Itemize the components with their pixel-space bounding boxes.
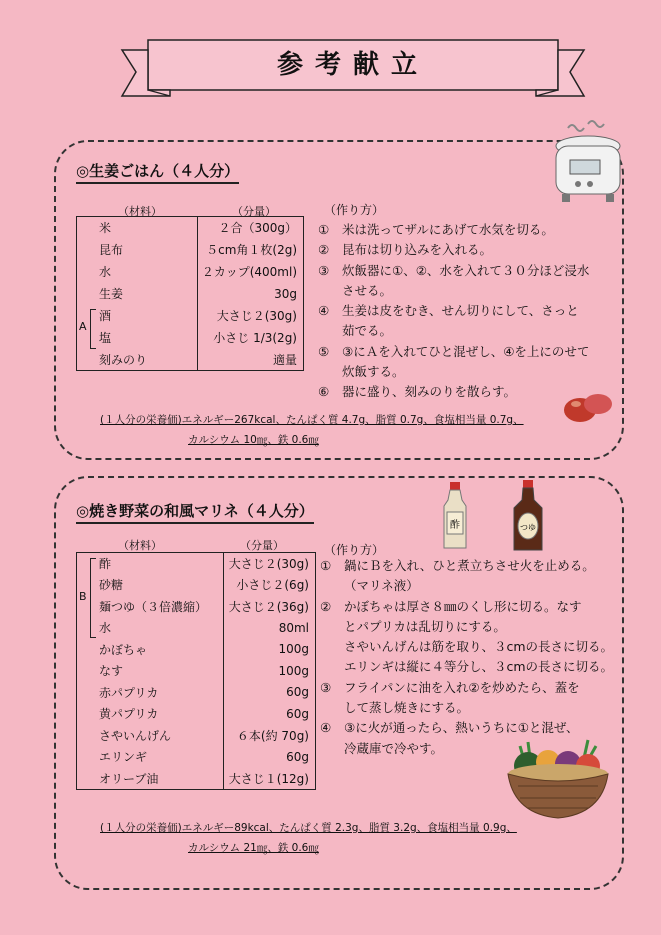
ingredient-name: 酒	[99, 309, 112, 323]
step-number: ①	[318, 222, 330, 237]
ingredient-quantity: 60g	[224, 703, 316, 725]
tsuyu-label: つゆ	[520, 523, 536, 532]
ingredient-row	[77, 682, 316, 704]
step-item	[318, 342, 618, 383]
recipe2-ingredients-label: （材料）	[118, 539, 162, 552]
ingredient-row	[77, 283, 304, 305]
ingredient-name: 生姜	[99, 287, 124, 301]
recipe1-ingredients-label: （材料）	[118, 205, 162, 218]
ingredient-name: 砂糖	[99, 578, 124, 593]
ingredient-row	[77, 305, 304, 327]
ingredient-name: 麺つゆ（３倍濃縮）	[99, 599, 208, 614]
step-text: 昆布は切り込みを入れる。	[342, 242, 493, 258]
step-number: ②	[320, 598, 332, 614]
step-item	[318, 261, 618, 302]
step-number: ①	[320, 558, 332, 573]
step-text: フライパンに油を入れ②を炒めたら、蓋を して蒸し焼きにする。	[344, 679, 580, 716]
recipe1-nutrition-line2	[188, 432, 319, 447]
step-item	[318, 301, 618, 342]
rice-cooker-icon	[548, 118, 630, 210]
ingredient-quantity: 大さじ２(30g)	[224, 553, 316, 575]
recipe1-nutrition-minerals: カルシウム 10㎎、鉄 0.6㎎	[188, 434, 319, 446]
step-text: 生姜は皮をむき、せん切りにして、さっと 茹でる。	[342, 303, 579, 339]
ingredient-name: 昆布	[99, 243, 124, 257]
ingredient-quantity: 大さじ２(36g)	[224, 596, 316, 618]
ingredient-row	[77, 617, 316, 639]
ingredient-quantity: 小さじ 1/3(2g)	[197, 327, 303, 349]
step-text: ③に火が通ったら、熱いうちに①と混ぜ、 冷蔵庫で冷やす。	[344, 720, 579, 756]
recipe1-ingredient-table	[76, 216, 304, 371]
group-a-bracket	[90, 309, 96, 349]
recipe2-steps	[320, 556, 620, 759]
recipe1-nutrition-label: (１人分の栄養価)	[100, 414, 182, 426]
ingredient-row	[77, 239, 304, 261]
ingredient-quantity: 30g	[197, 283, 303, 305]
ingredient-name: オリーブ油	[99, 771, 159, 786]
group-b-bracket	[90, 558, 96, 638]
step-item	[318, 220, 618, 240]
step-number: ⑥	[318, 384, 330, 400]
ingredient-quantity: ２カップ(400ml)	[197, 261, 303, 283]
recipe2-nutrition-minerals: カルシウム 21㎎、鉄 0.6㎎	[188, 842, 319, 854]
ingredient-row	[77, 703, 316, 725]
step-text: 器に盛り、刻みのりを散らす。	[342, 384, 517, 400]
step-text: 米は洗ってザルにあげて水気を切る。	[342, 222, 554, 237]
ingredient-name: 水	[99, 621, 112, 636]
ingredient-name: 酢	[99, 557, 112, 571]
step-number: ②	[318, 242, 330, 258]
ingredient-quantity: 大さじ２(30g)	[197, 305, 303, 327]
page-title: 参考献立	[276, 50, 429, 80]
ingredient-quantity: 小さじ２(6g)	[224, 574, 316, 596]
ingredient-row	[77, 327, 304, 349]
ingredient-name: さやいんげん	[99, 728, 172, 743]
ingredient-quantity: 60g	[224, 682, 316, 704]
group-b-label: B	[79, 590, 87, 603]
recipe1-steps-label: （作り方）	[324, 203, 385, 217]
vegetable-basket-icon	[498, 736, 618, 824]
recipe1-heading	[76, 160, 239, 184]
ginger-icon	[560, 386, 616, 426]
step-item	[320, 597, 620, 678]
recipe2-steps-label: （作り方）	[324, 543, 385, 557]
ingredient-row	[77, 596, 316, 618]
ingredient-name: 刻みのり	[99, 352, 148, 367]
ingredient-quantity: 80ml	[224, 617, 316, 639]
ingredient-name: 赤パプリカ	[99, 685, 159, 700]
recipe2-ingredient-table	[76, 552, 316, 790]
ingredient-quantity: ２合（300g）	[197, 217, 303, 239]
recipe2-nutrition-label: (１人分の栄養価)	[100, 822, 182, 834]
circle-mark-icon: ◎	[76, 162, 90, 180]
ingredient-name: 塩	[99, 331, 112, 345]
recipe2-heading-text: 焼き野菜の和風マリネ（４人分）	[89, 502, 314, 520]
ingredient-quantity: 大さじ１(12g)	[224, 768, 316, 790]
circle-mark-icon: ◎	[76, 502, 90, 520]
tsuyu-bottle-icon	[510, 478, 546, 554]
vinegar-bottle-icon	[440, 480, 470, 552]
step-number: ④	[318, 303, 330, 319]
ingredient-row	[77, 261, 304, 283]
step-text: かぼちゃは厚さ８㎜のくし形に切る。なす とパプリカは乱切りにする。 さやいんげんは筋を取り、３cmの長さに切る。 エリンギは縦に４等分し、３cmの長さに切る。	[344, 598, 614, 675]
recipe2-nutrition-values: エネルギー89kcal、たんぱく質 2.3g、脂質 3.2g、食塩相当量 0.9g、	[181, 822, 517, 834]
step-text: 鍋にＢを入れ、ひと煮立ちさせ火を止める。 （マリネ液）	[344, 558, 595, 594]
ingredient-name: 米	[99, 221, 112, 236]
ingredient-row	[77, 660, 316, 682]
recipe1-nutrition-values: エネルギー267kcal、たんぱく質 4.7g、脂質 0.7g、食塩相当量 0.7g、	[181, 414, 524, 426]
recipe2-quantity-label: （分量）	[240, 539, 284, 552]
ingredient-quantity: 適量	[197, 349, 303, 371]
ingredient-name: なす	[99, 664, 124, 679]
step-item	[318, 240, 618, 260]
step-number: ③	[318, 262, 330, 278]
step-text: 炊飯器に①、②、水を入れて３０分ほど浸水 させる。	[342, 262, 590, 298]
step-item	[320, 556, 620, 597]
step-item	[320, 678, 620, 719]
ingredient-name: エリンギ	[99, 750, 148, 765]
ingredient-quantity: 100g	[224, 660, 316, 682]
ingredient-quantity: ５cm角１枚(2g)	[197, 239, 303, 261]
recipe2-nutrition-line2	[188, 840, 319, 855]
step-text: ③にＡを入れてひと混ぜし、④を上にのせて 炊飯する。	[342, 343, 590, 380]
ingredient-quantity: 60g	[224, 746, 316, 768]
ingredient-row	[77, 217, 304, 239]
ingredient-row	[77, 768, 316, 790]
recipe2-nutrition-line1	[100, 820, 517, 835]
ingredient-row	[77, 639, 316, 661]
ingredient-row	[77, 349, 304, 371]
recipe1-steps	[318, 220, 618, 403]
recipe2-heading	[76, 500, 314, 524]
step-number: ④	[320, 720, 332, 736]
ingredient-row	[77, 746, 316, 768]
ingredient-row	[77, 553, 316, 575]
step-number: ③	[320, 679, 332, 695]
step-number: ⑤	[318, 343, 330, 359]
group-a-label: A	[79, 320, 87, 333]
recipe1-quantity-label: （分量）	[232, 205, 276, 218]
ingredient-name: 水	[99, 265, 112, 279]
ingredient-quantity: 100g	[224, 639, 316, 661]
ingredient-row	[77, 725, 316, 747]
vinegar-label: 酢	[450, 520, 460, 531]
recipe1-heading-text: 生姜ごはん（４人分）	[89, 162, 240, 180]
ingredient-name: かぼちゃ	[99, 642, 148, 657]
ingredient-quantity: ６本(約 70g)	[224, 725, 316, 747]
ingredient-name: 黄パプリカ	[99, 707, 159, 722]
ingredient-row	[77, 574, 316, 596]
recipe1-nutrition-line1	[100, 412, 524, 427]
